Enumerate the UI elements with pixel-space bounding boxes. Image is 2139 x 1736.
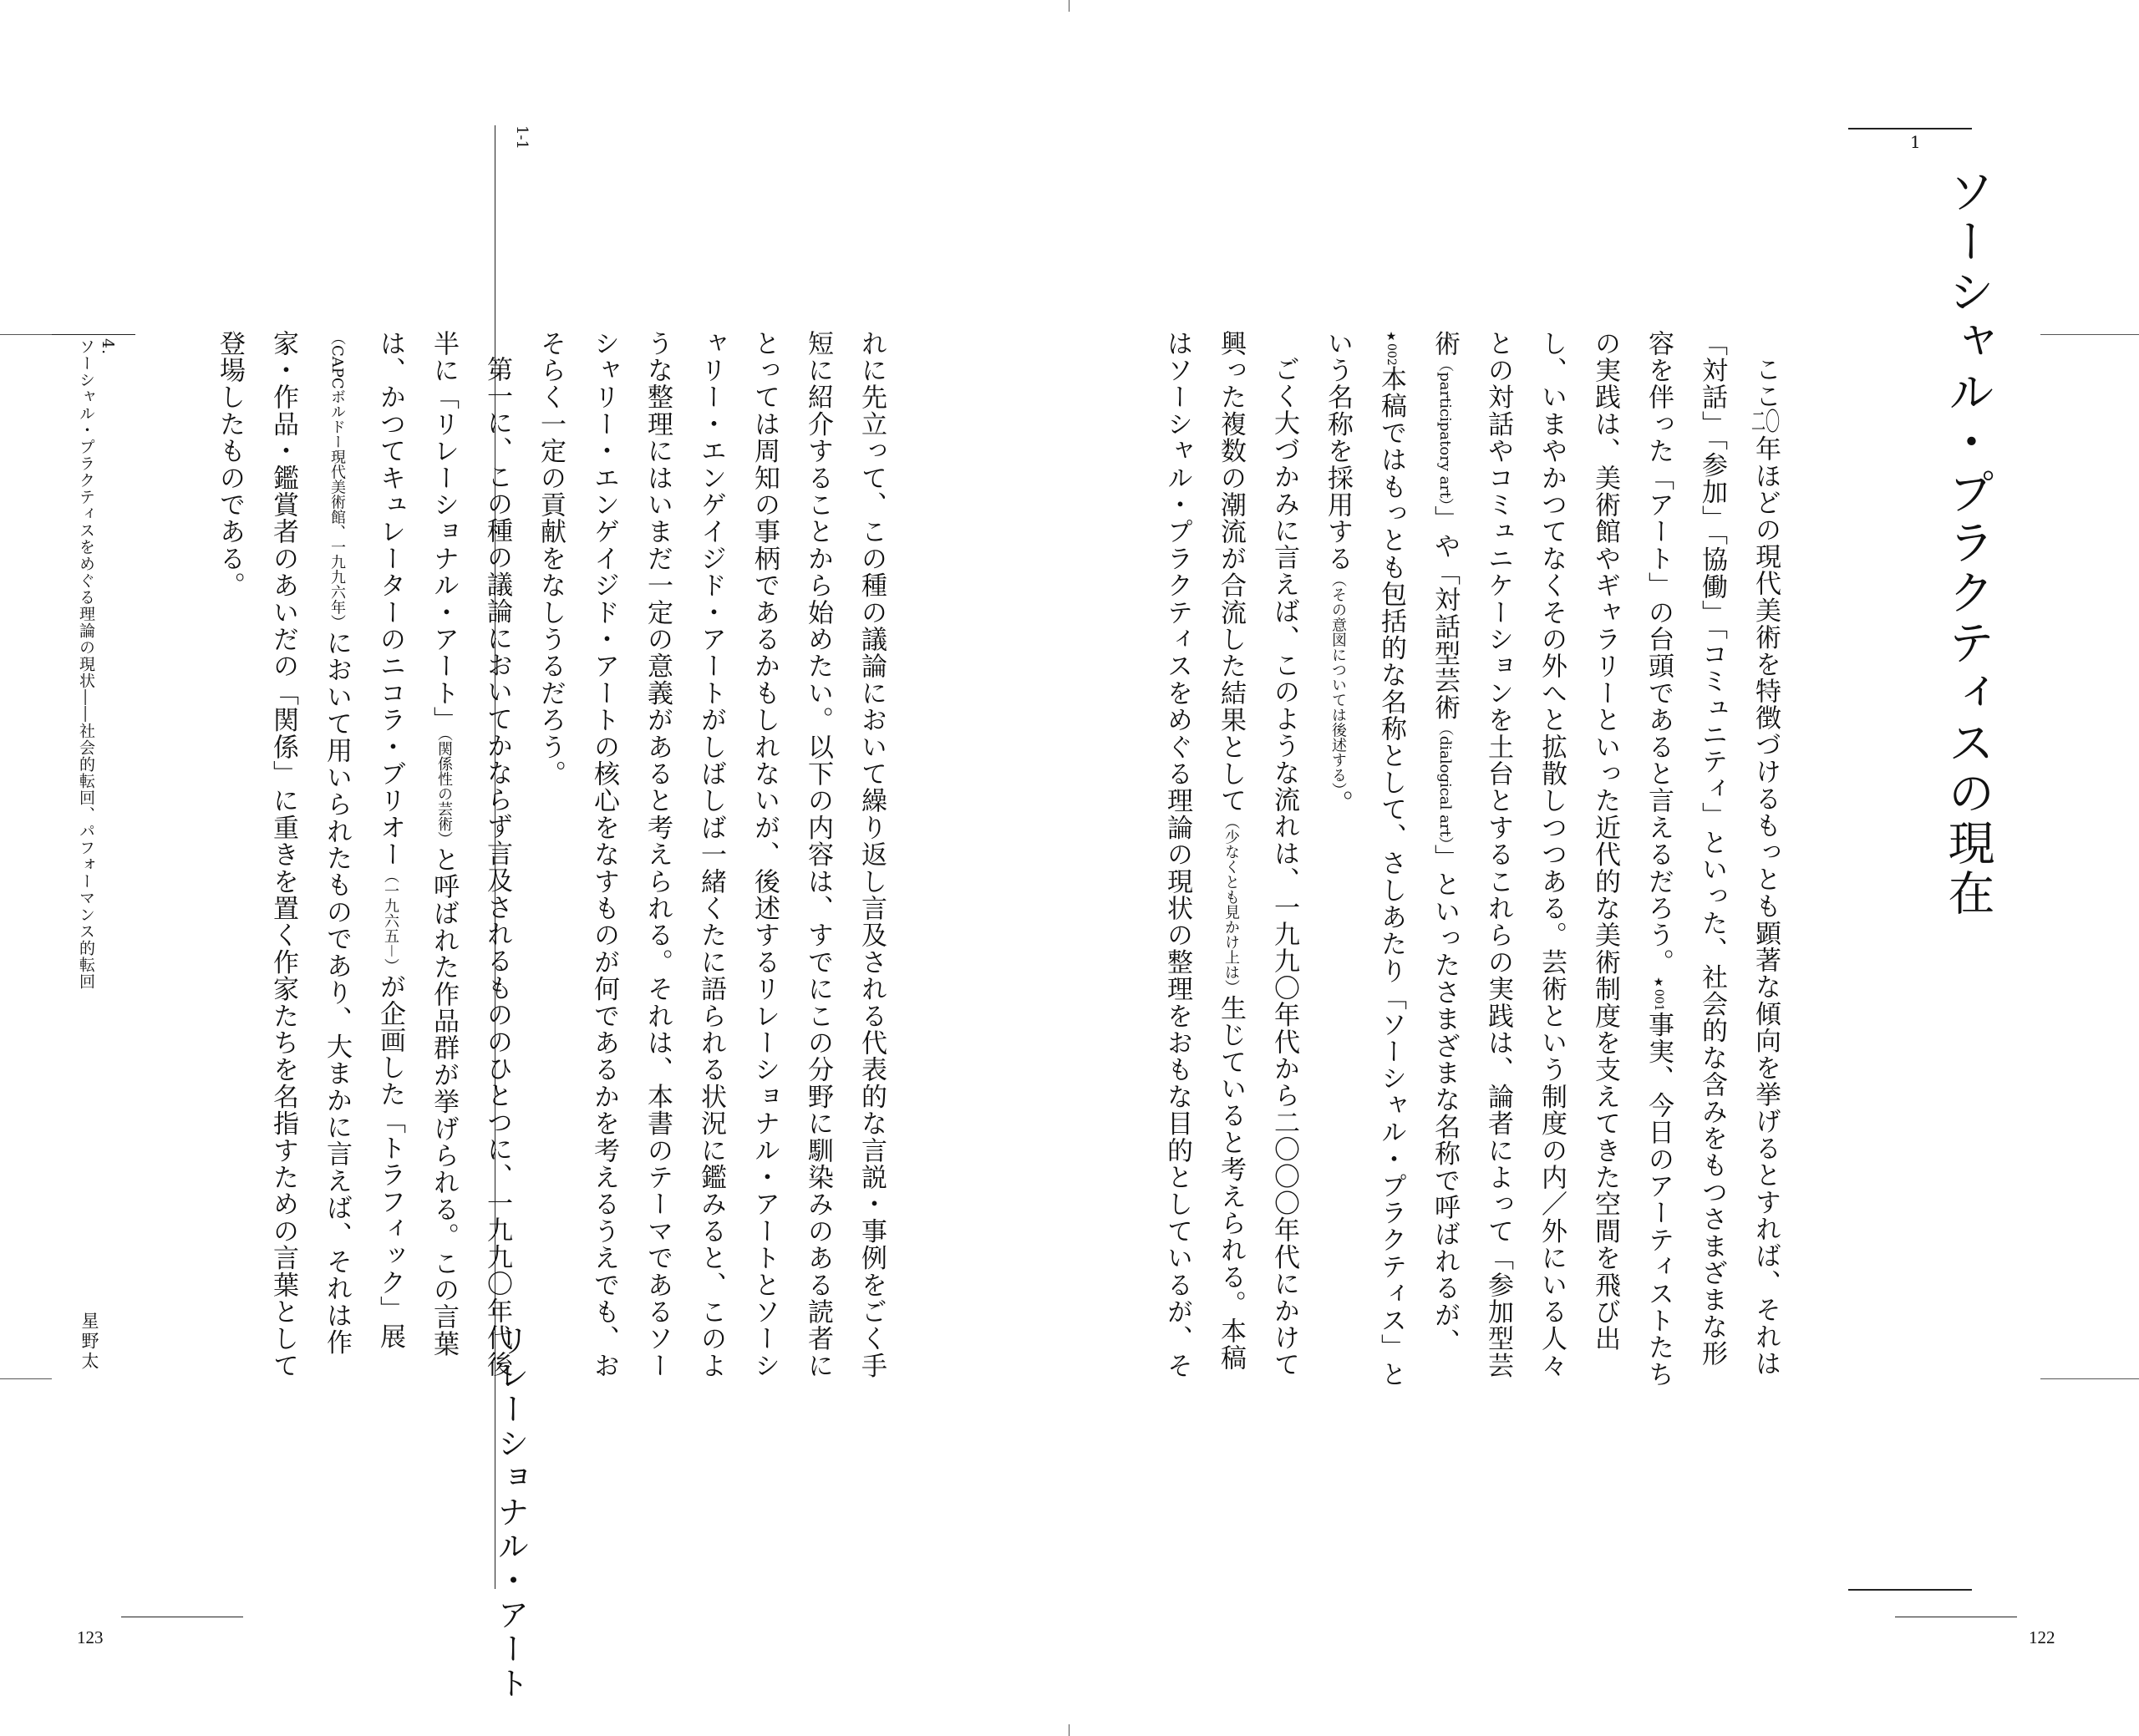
page-number-right: 122 bbox=[2029, 1627, 2055, 1647]
author-name: 星野太 bbox=[79, 1312, 99, 1372]
running-head-rule bbox=[52, 334, 135, 335]
paragraph bbox=[1311, 330, 1792, 1389]
inline-annotation: （participatory art） bbox=[1436, 357, 1454, 506]
text-run: ここ bbox=[1750, 356, 1781, 410]
chapter-top-rule bbox=[1848, 128, 1972, 129]
text-run: 生じていると考えられる。本稿はソーシャル・プラクティスをめぐる理論の現状の整理をおもな目的としているが、そ bbox=[1162, 330, 1246, 1379]
right-page-body bbox=[1162, 330, 1792, 1389]
crop-mark-left-top bbox=[0, 334, 52, 335]
running-head bbox=[75, 338, 119, 1090]
left-page-body bbox=[163, 330, 898, 1389]
inline-annotation: （一九六五－） bbox=[382, 868, 399, 973]
section-number-label: 1-1 bbox=[513, 125, 531, 150]
chapter-number: 1 bbox=[1910, 132, 1921, 152]
crop-mark-right-top bbox=[2040, 334, 2139, 335]
crop-mark-bottom bbox=[1069, 1724, 1070, 1736]
crop-mark-top bbox=[1069, 0, 1070, 12]
text-run: 第一に、この種の議論においてかならず言及されるもののひとつに、一九九〇年代後半に「リレーショナル・アート」 bbox=[429, 330, 512, 1378]
paragraph bbox=[1151, 330, 1311, 1389]
paragraph bbox=[524, 330, 898, 1389]
text-run: と呼ばれた作品群が挙げられる。この言葉は、かつてキュレーターのニコラ・ブリオー bbox=[375, 330, 459, 1358]
text-run: 年ほどの現代美術を特徴づけるもっとも顕著な傾向を挙げるとすれば、それは「対話」「参加」「協働」「コミュニティ」といった、社会的な含みをもつさまざまな形容を伴った「アート」の台頭であると言えるだろう。 bbox=[1644, 330, 1781, 1378]
inline-annotation: （dialogical art） bbox=[1436, 720, 1454, 845]
crop-mark-left-bottom bbox=[0, 1378, 52, 1379]
text-run: 」といったさまざまな名称で呼ばれるが、 bbox=[1430, 844, 1460, 1356]
text-run: において用いられたものであり、大まかに言えば、それは作家・作品・鑑賞者のあいだの「関係」に重きを置く作家たちを名指すための言葉として登場したものである。 bbox=[215, 330, 352, 1379]
text-run: ごく大づかみに言えば、このような流れは、一九九〇年代から二〇〇〇年代にかけて興った複数の潮流が合流した結果として bbox=[1216, 330, 1299, 1378]
text-run: 」や「対話型芸術 bbox=[1430, 505, 1460, 721]
text-run: 本稿ではもっとも包括的な名称として、さしあたり「ソーシャル・プラクティス」という名称を採用する bbox=[1323, 330, 1406, 1388]
chapter-bottom-rule bbox=[1848, 1589, 1972, 1591]
section-number bbox=[511, 125, 531, 155]
footnote-marker: ★002 bbox=[1385, 330, 1398, 366]
text-run: れに先立って、この種の議論において繰り返し言及される代表的な言説・事例をごく手短に紹介することから始めたい。以下の内容は、すでにこの分野に馴染みのある読者にとっては周知の事柄であるかもしれないが、後述するリレーショナル・アートとソーシャリー・エンゲイジド・アートがしばしば一緒くたに語られる状況に鑑みると、このような整理にはいまだ一定の意義があると考えられる。それは、本書のテーマであるソーシャリー・エンゲイジド・アートの核心をなすものが何であるかを考えるうえでも、おそらく一定の貢献をなしうるだろう。 bbox=[536, 330, 887, 1379]
page-number-left: 123 bbox=[77, 1627, 104, 1647]
section-title: リレーショナル・アート bbox=[492, 1324, 529, 1701]
running-head-title: ソーシャル・プラクティスをめぐる理論の現状――社会的転回、パフォーマンス的転回 bbox=[77, 338, 95, 990]
text-run: 事実、今日のアーティストたちの実践は、美術館やギャラリーといった近代的な美術制度を支えてきた空間を飛び出し、いまやかつてなくその外へと拡散しつつある。芸術という制度の内／外にいる人々との対話やコミュニケーションを土台とするこれらの実践は、論者によって「参加型芸術 bbox=[1430, 330, 1674, 1388]
chapter-title: ソーシャル・プラクティスの現在 bbox=[1940, 167, 1995, 919]
footnote-marker: ★001 bbox=[1652, 975, 1665, 1012]
inline-annotation: （少なくとも見かけ上は） bbox=[1222, 814, 1240, 995]
inline-annotation: （その意図については後述する） bbox=[1329, 571, 1347, 790]
crop-mark-right-bottom bbox=[2040, 1378, 2139, 1379]
text-run: 。 bbox=[1323, 789, 1353, 818]
text-run: が企画した「トラフィック」展 bbox=[375, 973, 405, 1350]
running-head-number: 4. bbox=[99, 338, 117, 356]
text-run: 二〇 bbox=[1750, 409, 1781, 436]
inline-annotation: （関係性の芸術） bbox=[435, 733, 453, 846]
inline-annotation: （CAPCボルドー現代美術館、一九九六年） bbox=[328, 330, 346, 630]
paragraph bbox=[203, 330, 524, 1389]
